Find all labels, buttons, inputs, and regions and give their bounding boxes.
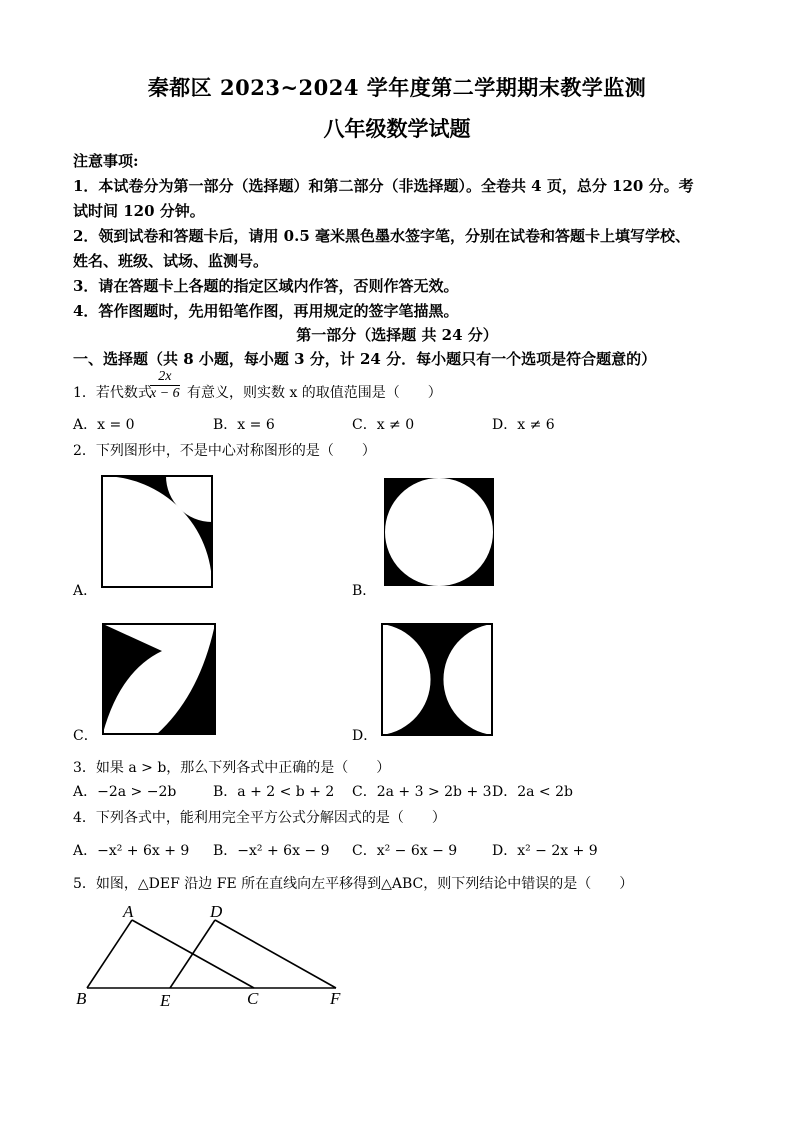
q1-suffix: 有意义，则实数 x 的取值范围是（ ） xyxy=(187,385,442,401)
q3-option-c: C．2a + 3 > 2b + 3 xyxy=(352,784,492,800)
q2-figure-c xyxy=(102,623,216,735)
q4-stem: 4．下列各式中，能利用完全平方公式分解因式的是（ ） xyxy=(73,810,446,826)
q3-option-d: D．2a < 2b xyxy=(492,784,573,800)
note-1-line-1: 1．本试卷分为第一部分（选择题）和第二部分（非选择题）。全卷共 4 页，总分 120 分。考 xyxy=(73,177,694,195)
q2-stem: 2．下列图形中，不是中心对称图形的是（ ） xyxy=(73,443,376,459)
q3-option-b: B．a + 2 < b + 2 xyxy=(213,784,335,800)
q4-option-b: B．−x² + 6x − 9 xyxy=(213,843,330,859)
q1-option-d: D．x ≠ 6 xyxy=(492,417,555,433)
q2-figure-b xyxy=(383,477,495,587)
q5-point-e: E xyxy=(160,991,171,1010)
notes-heading: 注意事项: xyxy=(73,152,139,170)
exam-subtitle: 八年级数学试题 xyxy=(323,116,471,141)
note-1-line-2: 试时间 120 分钟。 xyxy=(73,202,205,220)
q1-fraction-denominator: x − 6 xyxy=(150,386,180,401)
note-3: 3．请在答题卡上各题的指定区域内作答，否则作答无效。 xyxy=(73,277,459,295)
note-4: 4．答作图题时，先用铅笔作图，再用规定的签字笔描黑。 xyxy=(73,302,459,320)
q1-option-b: B．x = 6 xyxy=(213,417,275,433)
q5-point-d: D xyxy=(210,902,223,921)
q2-label-d: D． xyxy=(352,728,378,744)
q3-option-a: A．−2a > −2b xyxy=(73,784,177,800)
q4-option-a: A．−x² + 6x + 9 xyxy=(73,843,190,859)
q4-option-d: D．x² − 2x + 9 xyxy=(492,843,598,859)
q2-label-b: B． xyxy=(352,583,377,599)
exam-title: 秦都区 2023~2024 学年度第二学期期末教学监测 xyxy=(147,75,647,100)
q5-translation-figure xyxy=(70,900,360,1015)
q2-figure-d xyxy=(381,623,493,736)
section-heading: 一、选择题（共 8 小题，每小题 3 分，计 24 分．每小题只有一个选项是符合题意的） xyxy=(73,350,657,368)
q1-option-c: C．x ≠ 0 xyxy=(352,417,415,433)
q2-label-c: C． xyxy=(73,728,98,744)
q1-prefix: 1．若代数式 xyxy=(73,385,152,401)
note-2-line-1: 2．领到试卷和答题卡后，请用 0.5 毫米黑色墨水签字笔，分别在试卷和答题卡上填写学校、 xyxy=(73,227,690,245)
q1-fraction-numerator: 2x xyxy=(150,369,180,386)
q5-point-a: A xyxy=(123,902,134,921)
q5-point-c: C xyxy=(247,989,259,1008)
note-2-line-2: 姓名、班级、试场、监测号。 xyxy=(73,252,269,270)
q2-figure-a xyxy=(101,475,213,588)
q1-option-a: A．x = 0 xyxy=(73,417,135,433)
q3-stem: 3．如果 a > b，那么下列各式中正确的是（ ） xyxy=(73,760,391,776)
q5-stem: 5．如图，△DEF 沿边 FE 所在直线向左平移得到△ABC，则下列结论中错误的是（ ） xyxy=(73,876,634,892)
q5-point-b: B xyxy=(76,989,87,1008)
q2-label-a: A． xyxy=(73,583,98,599)
q4-option-c: C．x² − 6x − 9 xyxy=(352,843,458,859)
q1-fraction xyxy=(150,369,180,402)
part1-heading: 第一部分（选择题 共 24 分） xyxy=(296,326,498,344)
q5-point-f: F xyxy=(330,989,341,1008)
